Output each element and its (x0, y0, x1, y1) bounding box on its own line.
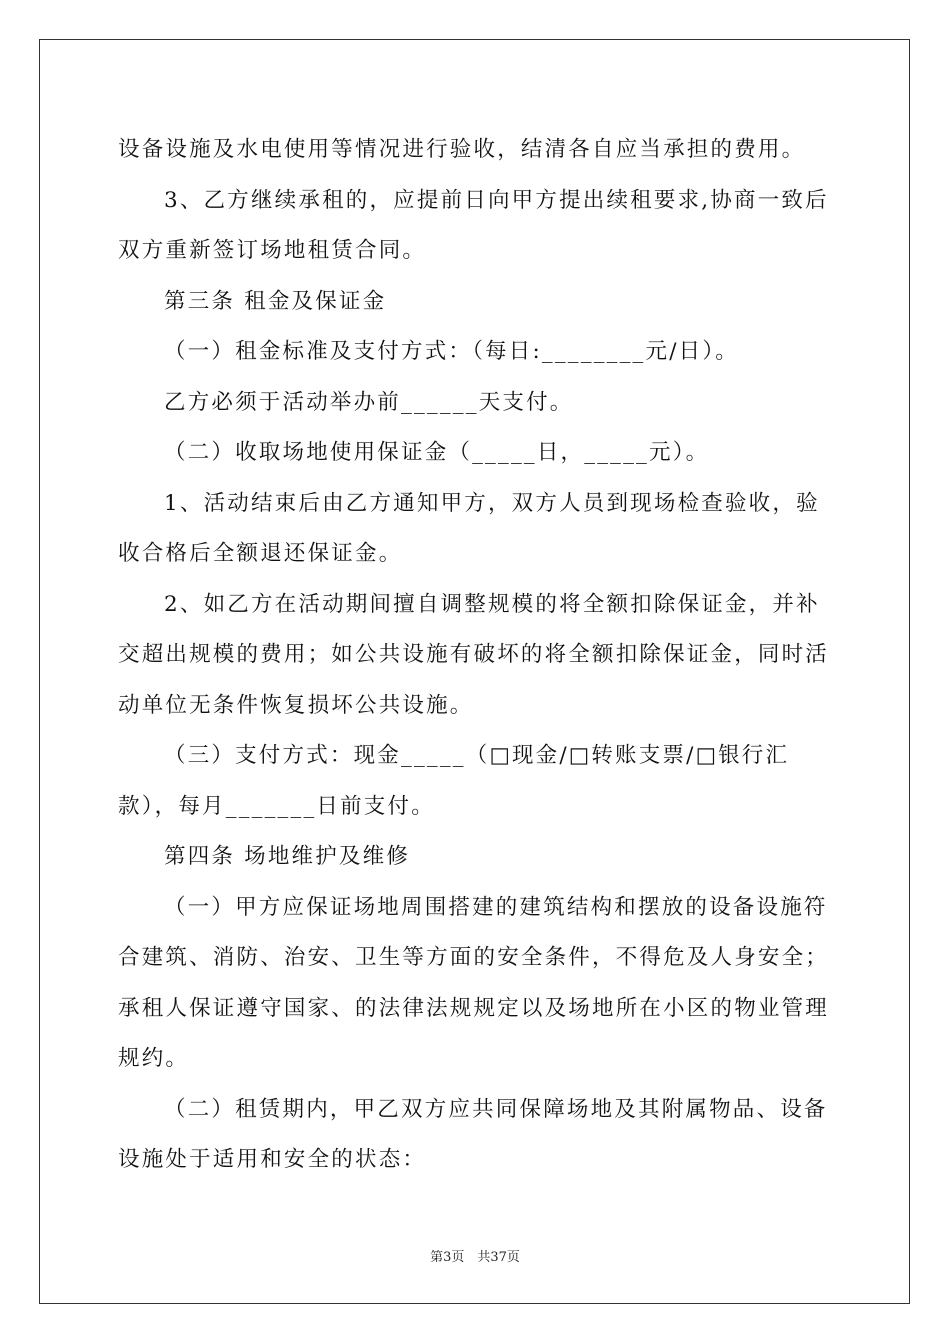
paragraph-1: 设备设施及水电使用等情况进行验收，结清各自应当承担的费用。 (118, 137, 806, 162)
section-heading-3: 第三条 租金及保证金 (164, 288, 387, 314)
page-footer: 第3页 共37页 (430, 1250, 520, 1265)
paragraph-7: 1、活动结束后由乙方通知甲方，双方人员到现场检查验收，验收合格后全额退还保证金。 (118, 490, 820, 566)
paragraph-2: 3、乙方继续承租的，应提前日向甲方提出续租要求,协商一致后双方重新签订场地租赁合同。 (118, 187, 829, 263)
document-body (118, 125, 834, 1186)
paragraph-4: （一）租金标准及支付方式：（每日:________元/日）。 (164, 339, 739, 364)
paragraph-9: （三）支付方式：现金_____（□现金/□转账支票/□银行汇款），每月_______日前支付。 (118, 743, 790, 819)
section-heading-4: 第四条 场地维护及维修 (164, 844, 411, 869)
paragraph-11: （一）甲方应保证场地周围搭建的建筑结构和摆放的设备设施符合建筑、消防、治安、卫生等方面的安全条件，不得危及人身安全；承租人保证遵守国家、的法律法规规定以及场地所在小区的物业管理规约。 (118, 894, 830, 1071)
paragraph-6: （二）收取场地使用保证金（_____日，_____元）。 (164, 440, 710, 465)
paragraph-5: 乙方必须于活动举办前______天支付。 (164, 389, 574, 415)
paragraph-12: （二）租赁期内，甲乙双方应共同保障场地及其附属物品、设备设施处于适用和安全的状态： (118, 1096, 828, 1172)
paragraph-8: 2、如乙方在活动期间擅自调整规模的将全额扣除保证金，并补交超出规模的费用；如公共设施有破坏的将全额扣除保证金，同时活动单位无条件恢复损坏公共设施。 (118, 591, 830, 718)
